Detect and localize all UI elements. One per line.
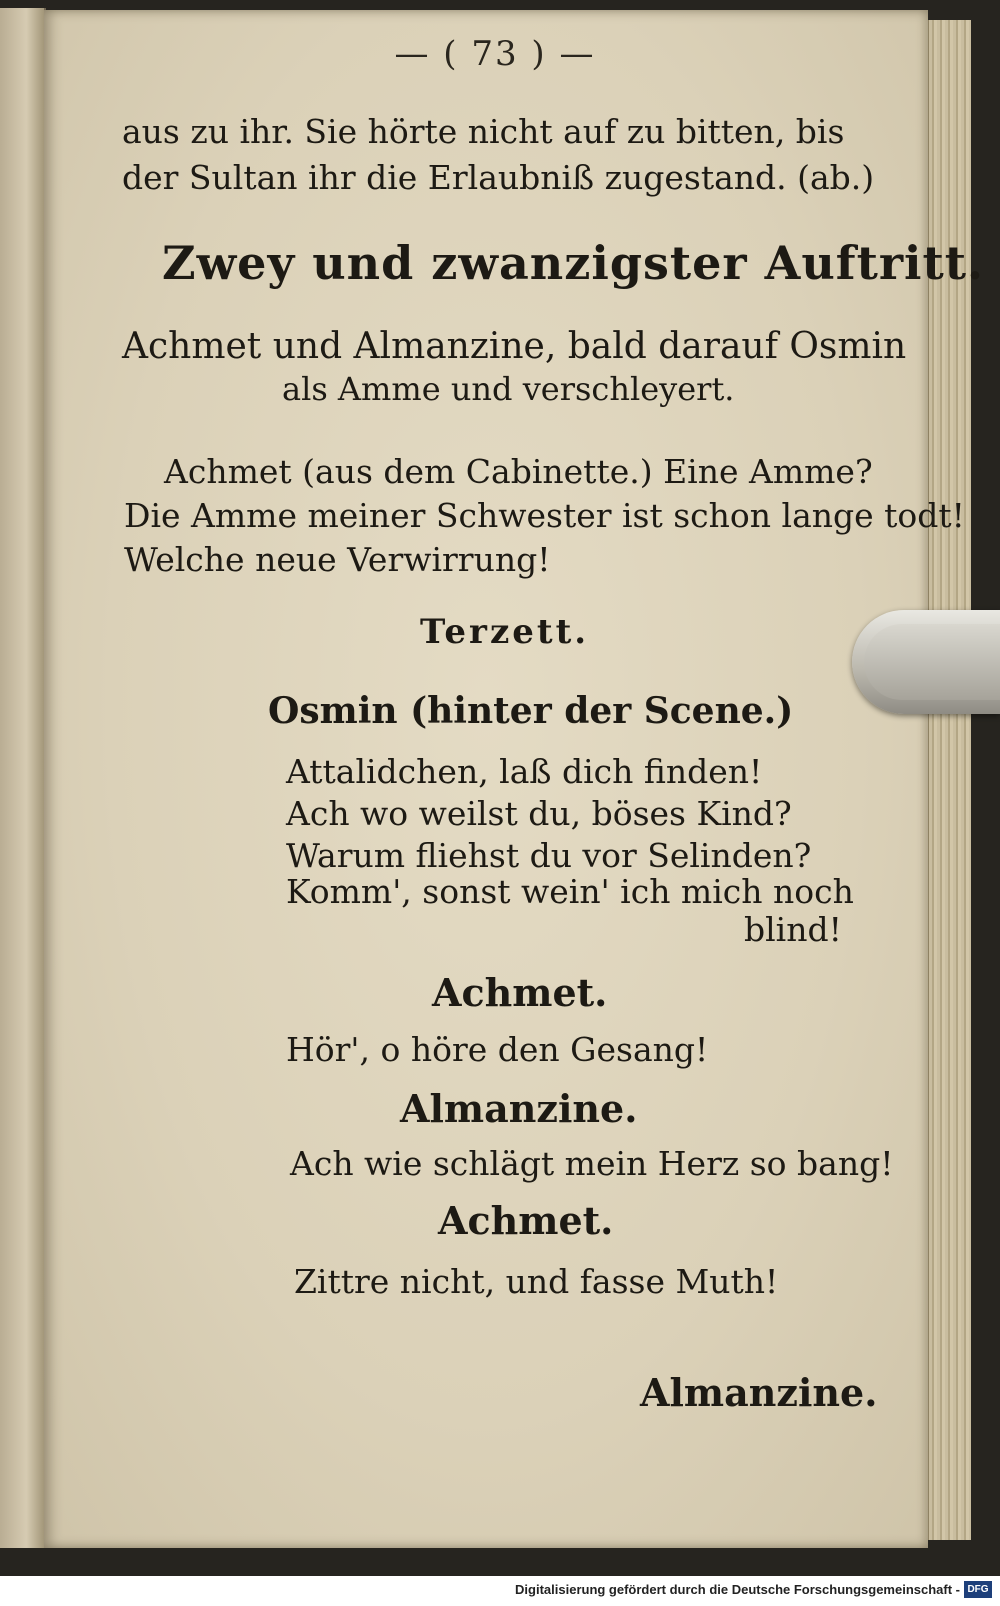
text-line: Welche neue Verwirrung! bbox=[124, 540, 551, 579]
speaker-name: Achmet. bbox=[438, 1198, 614, 1243]
text-line: der Sultan ihr die Erlaubniß zugestand. (ab.) bbox=[122, 158, 875, 197]
cast-line: Achmet und Almanzine, bald darauf Osmin bbox=[122, 326, 907, 367]
scene-heading: Zwey und zwanzigster Auftritt. bbox=[162, 236, 985, 290]
verse-line: Warum fliehst du vor Selinden? bbox=[286, 836, 812, 875]
text-line: aus zu ihr. Sie hörte nicht auf zu bitten, bis bbox=[122, 112, 845, 151]
speaker-direction: Osmin (hinter der Scene.) bbox=[268, 690, 794, 732]
page-number: — ( 73 ) — bbox=[394, 34, 596, 74]
footer-credit: Digitalisierung gefördert durch die Deutsche Forschungsgemeinschaft - bbox=[515, 1582, 960, 1597]
speaker-name: Almanzine. bbox=[400, 1086, 638, 1131]
page-clip bbox=[852, 610, 1000, 714]
dfg-logo: DFG bbox=[964, 1581, 992, 1598]
verse-line: Attalidchen, laß dich finden! bbox=[286, 752, 763, 791]
verse-line: Komm', sonst wein' ich mich noch bbox=[286, 872, 854, 911]
footer-bar bbox=[0, 1576, 1000, 1606]
left-page-edge bbox=[0, 8, 46, 1548]
text-line: Die Amme meiner Schwester ist schon lange todt! bbox=[124, 496, 965, 535]
section-title: Terzett. bbox=[420, 612, 590, 652]
verse-line: Hör', o höre den Gesang! bbox=[286, 1030, 709, 1069]
catchword: Almanzine. bbox=[640, 1370, 878, 1415]
cast-line: als Amme und verschleyert. bbox=[282, 370, 735, 408]
text-line: Achmet (aus dem Cabinette.) Eine Amme? bbox=[164, 452, 873, 491]
verse-line: blind! bbox=[744, 910, 842, 949]
verse-line: Ach wie schlägt mein Herz so bang! bbox=[290, 1144, 894, 1183]
verse-line: Zittre nicht, und fasse Muth! bbox=[294, 1262, 779, 1301]
verse-line: Ach wo weilst du, böses Kind? bbox=[286, 794, 792, 833]
speaker-name: Achmet. bbox=[432, 970, 608, 1015]
